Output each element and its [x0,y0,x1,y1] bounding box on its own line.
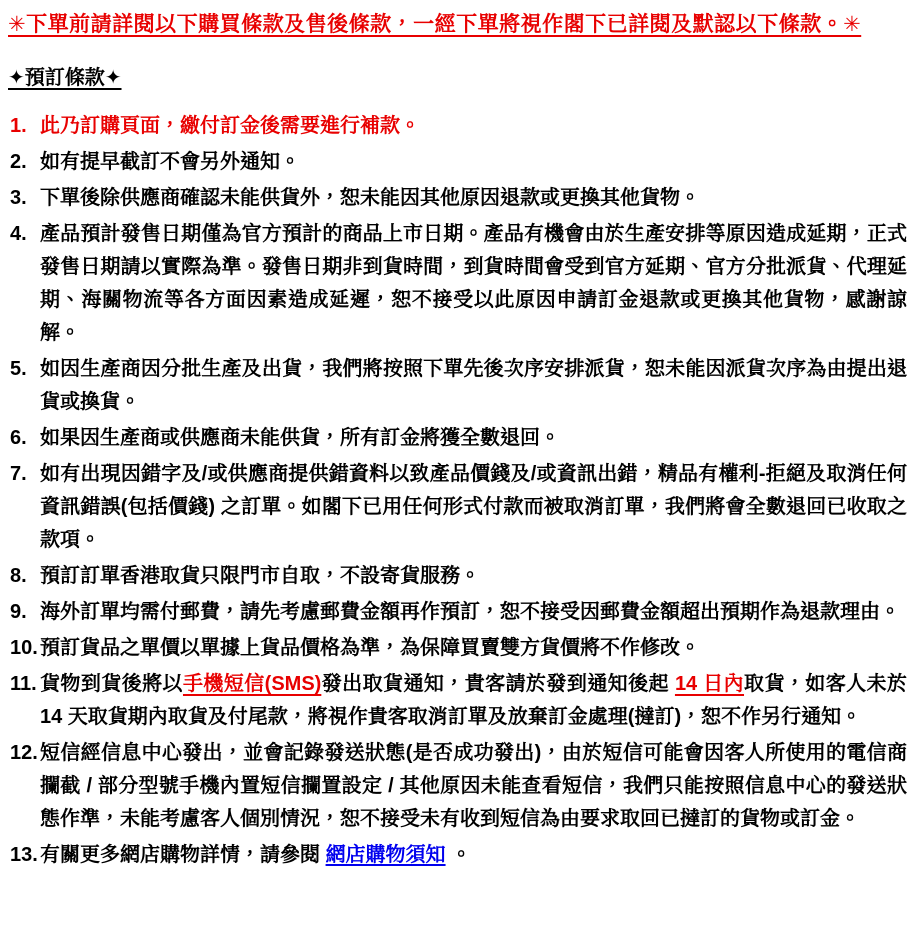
term-item-number: 13. [10,844,38,866]
term-text-segment: 有關更多網店購物詳情，請參閱 [40,844,326,866]
term-item-13 [8,839,907,872]
term-text-segment: 短信經信息中心發出，並會記錄發送狀態(是否成功發出)，由於短信可能會因客人所使用的電信商攔截 / 部分型號手機內置短信攔置設定 / 其他原因未能查看短信，我們只能按照信息中心的發送狀態作準，未能考慮客人個別情況，恕不接受未有收到短信為由要求取回已撻訂的貨物或訂金。 [40,742,907,830]
term-item-1 [8,110,907,143]
term-text-segment: 如有出現因錯字及/或供應商提供錯資料以致產品價錢及/或資訊出錯，精品有權利-拒絕及取消任何資訊錯誤(包括價錢) 之訂單。如閣下已用任何形式付款而被取消訂單，我們將會全數退回已收取之款項。 [40,463,907,551]
term-item-text [40,422,907,455]
term-item-12 [8,737,907,836]
term-item-3 [8,182,907,215]
term-item-number: 10. [10,637,38,659]
term-text-segment: 取貨，如客人未於 14 天取貨期內取貨及付尾款，將視作貴客取消訂單及放棄訂金處理(撻訂)，恕不作另行通知。 [40,673,907,728]
term-item-2 [8,146,907,179]
term-item-text [40,668,907,734]
term-item-number: 7. [10,463,27,485]
term-text-segment: 14 日內 [674,673,745,695]
term-text-segment: 手機短信(SMS) [182,673,322,695]
term-item-number: 1. [10,115,27,137]
term-text-segment: 如因生產商因分批生產及出貨，我們將按照下單先後次序安排派貨，恕未能因派貨次序為由提出退貨或換貨。 [40,358,907,413]
term-item-text [40,737,907,836]
term-item-text [40,458,907,557]
term-item-number: 5. [10,358,27,380]
term-item-number: 3. [10,187,27,209]
term-item-11 [8,668,907,734]
term-item-text [40,353,907,419]
store-shopping-notice-link[interactable]: 網店購物須知 [325,844,446,866]
term-item-number: 4. [10,223,27,245]
term-text-segment: 此乃訂購頁面，繳付訂金後需要進行補款。 [40,115,420,137]
term-item-text [40,182,907,215]
term-item-text [40,560,907,593]
term-item-number: 11. [10,673,37,695]
term-text-segment: 如有提早截訂不會另外通知。 [40,151,300,173]
term-item-text [40,218,907,350]
term-item-number: 8. [10,565,27,587]
page-title: ✳下單前請詳閱以下購買條款及售後條款，一經下單將視作閣下已詳閱及默認以下條款。✳ [8,13,862,36]
term-item-9 [8,596,907,629]
term-item-text [40,146,907,179]
term-item-5 [8,353,907,419]
term-item-number: 6. [10,427,27,449]
term-item-number: 2. [10,151,27,173]
term-item-number: 12. [10,742,38,764]
term-item-text [40,839,907,872]
term-item-7 [8,458,907,557]
term-text-segment: 海外訂單均需付郵費，請先考慮郵費金額再作預訂，恕不接受因郵費金額超出預期作為退款理由。 [40,601,900,623]
term-text-segment: 產品預計發售日期僅為官方預計的商品上市日期。產品有機會由於生產安排等原因造成延期，正式發售日期請以實際為準。發售日期非到貨時間，到貨時間會受到官方延期、官方分批派貨、代理延期、海關物流等各方面因素造成延遲，恕不接受以此原因申請訂金退款或更換其他貨物，感謝諒解。 [40,223,907,344]
term-text-segment: 。 [445,844,472,866]
term-item-number: 9. [10,601,27,623]
term-text-segment: 預訂訂單香港取貨只限門市自取，不設寄貨服務。 [40,565,480,587]
term-item-10 [8,632,907,665]
term-item-6 [8,422,907,455]
term-text-segment: 預訂貨品之單價以單據上貨品價格為準，為保障買賣雙方貨價將不作修改。 [40,637,700,659]
term-item-text [40,110,907,143]
term-text-segment: 下單後除供應商確認未能供貨外，恕未能因其他原因退款或更換其他貨物。 [40,187,700,209]
term-item-4 [8,218,907,350]
term-text-segment: 貨物到貨後將以 [40,673,183,695]
term-item-text [40,632,907,665]
term-item-text [40,596,907,629]
term-text-segment: 如果因生產商或供應商未能供貨，所有訂金將獲全數退回。 [40,427,560,449]
terms-list [8,110,907,872]
term-item-8 [8,560,907,593]
term-text-segment: 發出取貨通知，貴客請於發到通知後起 [321,673,675,695]
section-heading-preorder-terms: ✦預訂條款✦ [8,67,122,89]
